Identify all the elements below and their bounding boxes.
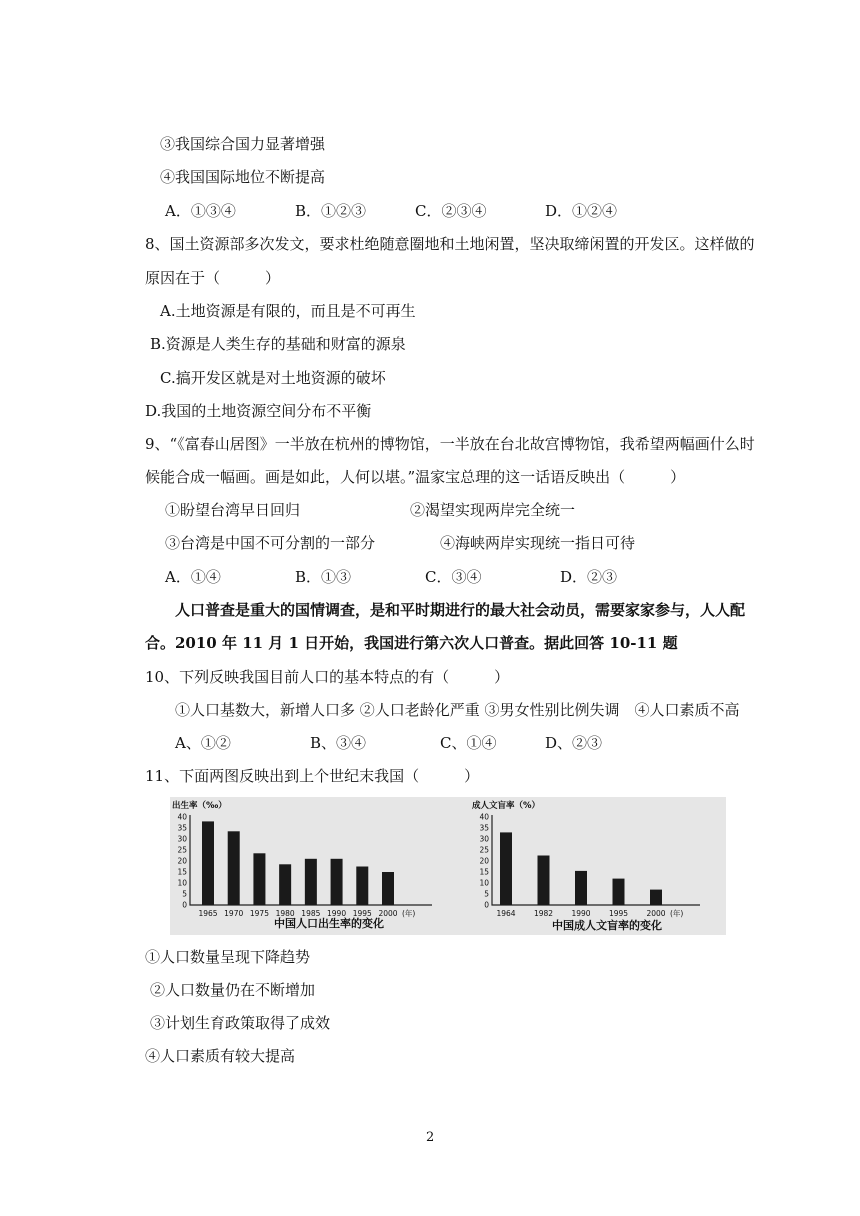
chart-1-xlabel: (年) — [402, 909, 416, 918]
chart-2-xtick: 1995 — [608, 909, 629, 918]
census-intro-line1: 人口普查是重大的国情调查，是和平时期进行的最大社会动员，需要家家参与，人人配 — [175, 601, 746, 619]
chart-2-xtick: 2000 — [646, 909, 666, 918]
q9-option-c: C．③④ — [425, 568, 482, 586]
q11-statement-4: ④人口素质有较大提高 — [145, 1047, 296, 1065]
chart-1-bar — [331, 859, 343, 905]
chart-1-xtick: 1965 — [198, 909, 218, 918]
q9-option-d: D．②③ — [560, 568, 618, 586]
q9-option-b: B．①③ — [295, 568, 352, 586]
chart-1-xtick: 2000 — [378, 909, 398, 918]
chart-1-bar — [305, 859, 317, 905]
chart-1-ytick: 10 — [177, 878, 187, 888]
chart-1-bar — [356, 867, 368, 906]
chart-2-ytick: 25 — [479, 845, 489, 855]
chart-1-ytick: 30 — [177, 834, 187, 844]
chart-2-ytick: 0 — [484, 900, 489, 910]
q10-option-a: A、①② — [175, 734, 231, 752]
q10-option-d: D、②③ — [545, 734, 603, 752]
q8-option-a: A.土地资源是有限的，而且是不可再生 — [160, 302, 416, 320]
chart-2-ytick: 40 — [479, 812, 489, 822]
q8-option-c: C.搞开发区就是对土地资源的破坏 — [160, 369, 386, 387]
q10-statements: ①人口基数大，新增人口多 ②人口老龄化严重 ③男女性别比例失调 ④人口素质不高 — [175, 701, 740, 719]
q10-option-b: B、③④ — [310, 734, 367, 752]
charts-svg — [170, 797, 726, 935]
chart-2-ytick: 5 — [484, 889, 489, 899]
statement-3: ③我国综合国力显著增强 — [160, 135, 326, 153]
q11-statement-3: ③计划生育政策取得了成效 — [150, 1014, 331, 1032]
chart-2-xtick: 1982 — [533, 909, 554, 918]
q7-option-c: C．②③④ — [415, 202, 487, 220]
q8-option-b: B.资源是人类生存的基础和财富的源泉 — [150, 335, 406, 353]
census-intro-line2: 合。2010 年 11 月 1 日开始，我国进行第六次人口普查。据此回答 10-11 题 — [145, 634, 678, 652]
q9-statement-4: ④海峡两岸实现统一指日可待 — [440, 534, 636, 552]
chart-2-axes — [492, 815, 700, 905]
chart-2-bar — [538, 856, 550, 906]
q10-option-c: C、①④ — [440, 734, 497, 752]
chart-1-ytick: 0 — [182, 900, 187, 910]
chart-2-xtick: 1990 — [571, 909, 591, 918]
q8-option-d: D.我国的土地资源空间分布不平衡 — [145, 402, 372, 420]
q11-statement-1: ①人口数量呈现下降趋势 — [145, 948, 311, 966]
q9-statement-3: ③台湾是中国不可分割的一部分 — [165, 534, 376, 552]
q8-stem-line2: 原因在于（ ） — [145, 269, 281, 287]
q10-stem: 10、下列反映我国目前人口的基本特点的有（ ） — [145, 668, 510, 686]
chart-2-ytick: 30 — [479, 834, 489, 844]
chart-2-bar — [575, 871, 587, 905]
chart-2-ytick: 20 — [479, 856, 489, 866]
chart-2-bar — [500, 832, 512, 905]
chart-2-xlabel: (年) — [670, 909, 684, 918]
chart-1-bar — [202, 821, 214, 905]
chart-1-title: 中国人口出生率的变化 — [274, 917, 384, 930]
q11-charts-figure — [170, 797, 726, 935]
chart-2-bar — [613, 879, 625, 905]
q11-stem: 11、下面两图反映出到上个世纪末我国（ ） — [145, 767, 480, 785]
chart-2-xtick: 1964 — [496, 909, 516, 918]
chart-2-title: 中国成人文盲率的变化 — [552, 919, 662, 932]
q9-statement-2: ②渴望实现两岸完全统一 — [410, 501, 576, 519]
chart-1-ytick: 25 — [177, 845, 187, 855]
q11-statement-2: ②人口数量仍在不断增加 — [150, 981, 316, 999]
chart-1-xtick: 1990 — [327, 909, 347, 918]
chart-1-xtick: 1985 — [301, 909, 321, 918]
q7-option-d: D．①②④ — [545, 202, 618, 220]
chart-2-ylabel: 成人文盲率（%） — [472, 801, 541, 811]
q7-option-b: B．①②③ — [295, 202, 367, 220]
q7-option-a: A．①③④ — [165, 202, 236, 220]
chart-1-ytick: 15 — [177, 867, 187, 877]
chart-1-xtick: 1980 — [275, 909, 295, 918]
chart-2-bar — [650, 890, 662, 905]
chart-2-ytick: 15 — [479, 867, 489, 877]
chart-1-bar — [228, 831, 240, 905]
statement-4: ④我国国际地位不断提高 — [160, 168, 326, 186]
chart-1-bar — [253, 853, 265, 905]
q8-stem-line1: 8、国土资源部多次发文，要求杜绝随意圈地和土地闲置，坚决取缔闲置的开发区。这样做的 — [145, 235, 755, 253]
chart-1-ytick: 20 — [177, 856, 187, 866]
chart-1-bar — [382, 872, 394, 905]
chart-1-ytick: 35 — [177, 823, 187, 833]
chart-1-xtick: 1975 — [249, 909, 269, 918]
q9-statement-1: ①盼望台湾早日回归 — [165, 501, 301, 519]
q9-stem-line1: 9、“《富春山居图》一半放在杭州的博物馆，一半放在台北故宫博物馆，我希望两幅画什么时 — [145, 435, 755, 453]
chart-1-xtick: 1970 — [224, 909, 244, 918]
chart-1-ylabel: 出生率（‰） — [172, 801, 227, 811]
chart-2-ytick: 10 — [479, 878, 489, 888]
chart-1-xtick: 1995 — [352, 909, 372, 918]
chart-1-ytick: 5 — [182, 889, 187, 899]
page-number: 2 — [426, 1130, 435, 1145]
chart-1-ytick: 40 — [177, 812, 187, 822]
q9-stem-line2: 候能合成一幅画。画是如此，人何以堪。”温家宝总理的这一话语反映出（ ） — [145, 468, 686, 486]
chart-2-ytick: 35 — [479, 823, 489, 833]
q9-option-a: A．①④ — [165, 568, 221, 586]
chart-1-bar — [279, 864, 291, 905]
